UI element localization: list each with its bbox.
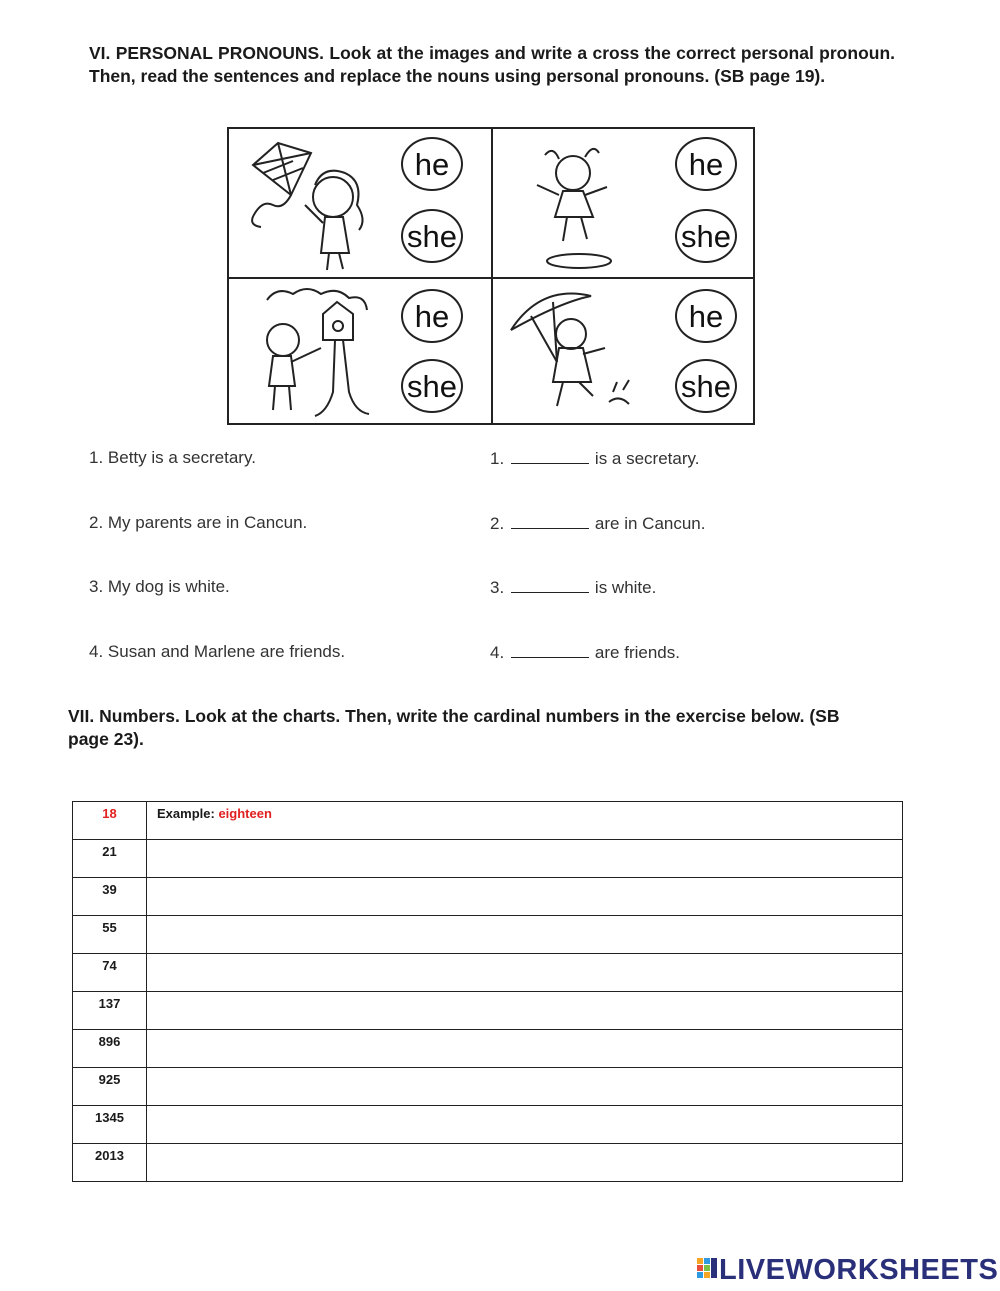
grid-divider-vertical [491,129,493,423]
answer-input-cell[interactable] [147,1068,903,1106]
cell2-he-option[interactable]: he [675,137,737,191]
sentence-1-blank[interactable] [511,448,589,464]
sentence-2-rewrite [490,513,706,534]
answer-input-cell[interactable] [147,1030,903,1068]
cell3-she-option[interactable]: she [401,359,463,413]
cardinal-numbers-table [72,801,903,1182]
number-cell: 55 [73,916,147,954]
answer-input-cell[interactable] [147,916,903,954]
table-row [73,1106,903,1144]
sentence-4-original: 4. Susan and Marlene are friends. [89,642,346,661]
sentence-2-blank[interactable] [511,513,589,529]
sentence-2-rest: are in Cancun. [594,514,706,533]
table-row [73,840,903,878]
number-cell: 2013 [73,1144,147,1182]
table-row [73,802,903,840]
cell2-she-option[interactable]: she [675,209,737,263]
pronoun-picture-grid [227,127,755,425]
sentence-4-rewrite [490,642,680,663]
cell4-she-option[interactable]: she [675,359,737,413]
number-cell: 39 [73,878,147,916]
sentence-1-rest: is a secretary. [594,449,700,468]
number-cell: 21 [73,840,147,878]
sentence-1-original: 1. Betty is a secretary. [89,448,256,467]
girl-jumping-puddle-illustration [501,135,651,275]
sentence-2-number: 2. [490,514,505,533]
table-row [73,878,903,916]
table-row [73,916,903,954]
liveworksheets-logo[interactable] [697,1254,998,1287]
cell1-he-option[interactable]: he [401,137,463,191]
number-cell: 1345 [73,1106,147,1144]
liveworksheets-logo-icon [697,1258,719,1284]
logo-text: LIVEWORKSHEETS [719,1254,999,1286]
answer-input-cell[interactable] [147,1106,903,1144]
number-cell: 896 [73,1030,147,1068]
sentence-2-original: 2. My parents are in Cancun. [89,513,308,532]
number-cell: 925 [73,1068,147,1106]
table-row [73,954,903,992]
child-with-umbrella-illustration [501,282,661,422]
girl-with-kite-illustration [233,135,393,275]
number-cell: 137 [73,992,147,1030]
answer-input-cell[interactable] [147,992,903,1030]
answer-input-cell[interactable] [147,954,903,992]
number-cell: 74 [73,954,147,992]
answer-input-cell[interactable] [147,840,903,878]
answer-input-cell[interactable] [147,1144,903,1182]
sentence-1-rewrite [490,448,699,469]
sentence-1-number: 1. [490,449,505,468]
sentence-3-number: 3. [490,578,505,597]
number-cell: 18 [73,802,147,840]
cell1-she-option[interactable]: she [401,209,463,263]
table-row [73,1068,903,1106]
section-6-heading: VI. PERSONAL PRONOUNS. Look at the images and write a cross the correct personal pronoun. Then, read the sentences and replace the nouns using personal pronouns. (SB page 19). [89,43,895,86]
table-row [73,992,903,1030]
sentence-3-rest: is white. [594,578,657,597]
table-row [73,1030,903,1068]
example-label: Example: [157,806,215,821]
cell4-he-option[interactable]: he [675,289,737,343]
girl-at-birdhouse-tree-illustration [237,282,397,422]
cell3-he-option[interactable]: he [401,289,463,343]
sentence-4-number: 4. [490,643,505,662]
sentence-4-rest: are friends. [594,643,680,662]
table-row [73,1144,903,1182]
sentence-3-rewrite [490,577,656,598]
section-7-heading: VII. Numbers. Look at the charts. Then, write the cardinal numbers in the exercise below. (SB page 23). [68,706,840,749]
grid-divider-horizontal [229,277,753,279]
answer-cell [147,802,903,840]
sentence-3-blank[interactable] [511,577,589,593]
answer-input-cell[interactable] [147,878,903,916]
sentence-4-blank[interactable] [511,642,589,658]
example-answer: eighteen [218,806,272,821]
sentence-3-original: 3. My dog is white. [89,577,230,596]
